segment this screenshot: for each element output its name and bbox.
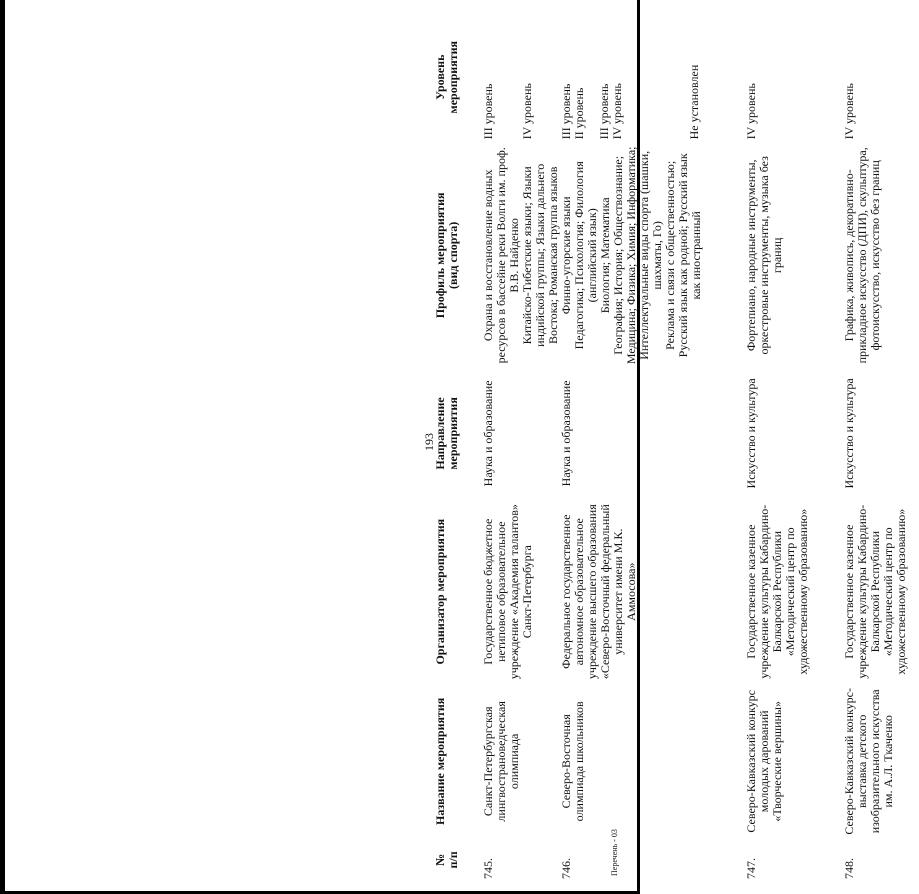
event-level <box>482 12 560 142</box>
row-number: 746. <box>559 858 573 879</box>
event-profile <box>482 142 560 368</box>
event-name: Санкт-Петербургская лингвострановедческая олимпиада <box>481 701 521 822</box>
page-number: 193 <box>422 433 436 451</box>
event-organizer: Федеральное государственное автономное образовательное учреждение высшего образования «Северо-Восточный федеральный университет имени М.К. Аммосова» <box>559 504 638 680</box>
profile-item: Педагогика; Психология; Филология (английский язык) <box>572 161 599 350</box>
level-item: IV уровень <box>842 83 856 140</box>
table-row <box>745 12 843 882</box>
level-item: IV уровень <box>520 83 534 140</box>
header-num: № п/п <box>433 851 460 869</box>
level-item: III уровень <box>559 83 573 140</box>
event-name: Северо-Кавказский конкурс молодых дарований «Творческие вершины» <box>744 690 784 833</box>
rotated-page <box>20 12 908 882</box>
level-item: IV уровень <box>744 83 758 140</box>
level-item: III уровень <box>481 83 495 140</box>
event-level <box>560 12 745 142</box>
profile-item: Фортепиано, народные инструменты, оркестровые инструменты, музыка без границ <box>744 156 784 355</box>
event-direction: Искусство и культура <box>842 378 856 489</box>
table-row <box>843 12 919 882</box>
event-direction: Искусство и культура <box>744 378 758 489</box>
header-level: Уровень мероприятия <box>433 40 460 114</box>
footer-note: Перечень - 03 <box>610 829 619 876</box>
row-number: 748. <box>842 858 856 879</box>
table-header-row <box>434 12 482 882</box>
event-organizer: Государственное бюджетное нетиповое образовательное учреждение «Академия талантов» Санкт-Петербурга <box>481 504 534 680</box>
profile-item: Графика, живопись, декоративно-прикладное искусство (ДПИ), скульптура, фотоискусство, искусство без границ <box>842 147 882 364</box>
header-profile: Профиль мероприятия (вид спорта) <box>433 192 460 319</box>
event-name: Северо-Кавказский конкурс-выставка детского изобразительного искусства им. А.Л. Ткаченко <box>842 688 895 835</box>
level-item: Не установлен <box>687 64 701 140</box>
event-profile <box>843 142 919 368</box>
table-row <box>482 12 560 882</box>
events-table <box>434 12 919 882</box>
profile-item: Биология; Математика <box>598 197 612 314</box>
header-name: Название мероприятия <box>433 697 447 825</box>
event-profile <box>745 142 843 368</box>
event-direction: Наука и образование <box>481 380 495 487</box>
profile-item: Китайско-Тибетские языки; Языки индийской группы; Языки дальнего Востока; Романская группа языков <box>520 163 560 347</box>
level-item: IV уровень <box>610 83 624 140</box>
profile-item: Охрана и восстановление водных ресурсов в бассейне реки Волги им. проф. В.В. Найденко <box>481 147 521 364</box>
event-organizer: Государственное казенное учреждение культуры Кабардино-Балкарской Республики «Методический центр по художественному образованию» <box>842 504 908 679</box>
event-organizer: Государственное казенное учреждение культуры Кабардино-Балкарской Республики «Методический центр по художественному образованию» <box>744 504 810 679</box>
event-level <box>745 12 843 142</box>
event-name: Северо-Восточная олимпиада школьников <box>559 701 586 822</box>
level-item: III уровень <box>597 83 611 140</box>
event-direction: Наука и образование <box>559 380 573 487</box>
profile-item: Реклама и связи с общественностью; Русский язык как родной; Русский язык как иностранный <box>663 153 703 358</box>
header-direction: Направление мероприятия <box>433 397 460 470</box>
row-number: 747. <box>744 858 758 879</box>
header-organizer: Организатор мероприятия <box>433 518 447 665</box>
profile-item: Финно-угорские языки <box>559 196 573 315</box>
level-item: II уровень <box>572 87 586 140</box>
profile-item: География; История; Обществознание; Медицина; Физика; Химия; Информатика; Интеллектуальные виды спорта (шашки, шахматы, Го) <box>611 146 664 365</box>
event-level <box>843 12 919 142</box>
row-number: 745. <box>481 858 495 879</box>
table-row <box>560 12 745 882</box>
event-profile <box>560 142 745 368</box>
